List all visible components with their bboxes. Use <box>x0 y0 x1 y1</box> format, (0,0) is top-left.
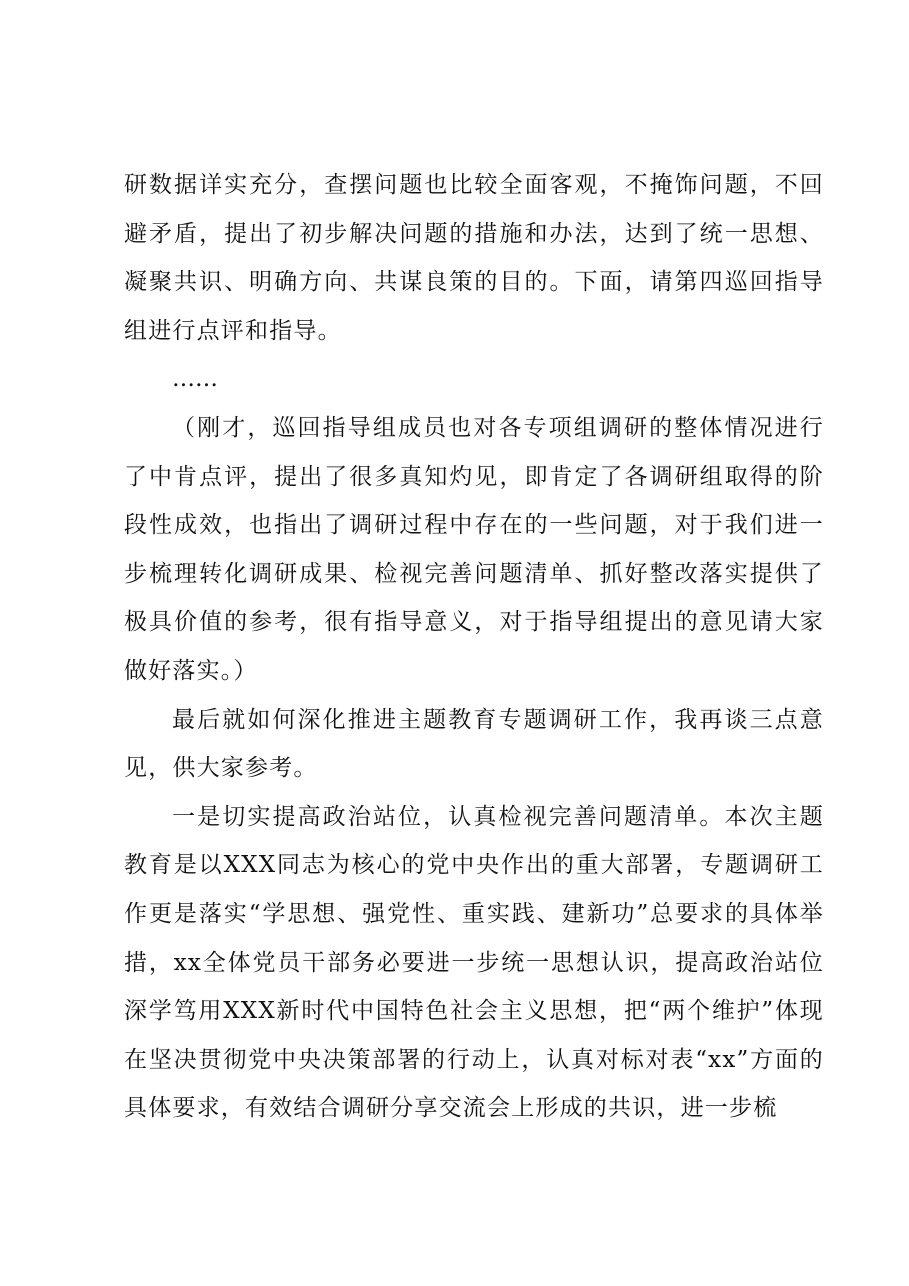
document-body <box>124 161 824 1133</box>
ellipsis-line: …… <box>172 366 218 393</box>
paragraph-inspection-group-comments: （刚才，巡回指导组成员也对各专项组调研的整体情况进行了中肯点评，提出了很多真知灼见，即肯定了各调研组取得的阶段性成效，也指出了调研过程中存在的一些问题，对于我们进一步梳理转化调研成果、检视完善问题清单、抓好整改落实提供了极具价值的参考，很有指导意义，对于指导组提出的意见请大家做好落实。） <box>124 414 824 684</box>
paragraph-continuation: 研数据详实充分，查摆问题也比较全面客观，不掩饰问题，不回避矛盾，提出了初步解决问题的措施和办法，达到了统一思想、凝聚共识、明确方向、共谋良策的目的。下面，请第四巡回指导组进行点评和指导。 <box>124 172 824 344</box>
paragraph-first-opinion: 一是切实提高政治站位，认真检视完善问题清单。本次主题教育是以XXX同志为核心的党中央作出的重大部署，专题调研工作更是落实“学思想、强党性、重实践、建新功”总要求的具体举措，xx全体党员干部务必要进一步统一思想认识，提高政治站位深学笃用XXX新时代中国特色社会主义思想，把“两个维护”体现在坚决贯彻党中央决策部署的行动上，认真对标对表“xx”方面的具体要求，有效结合调研分享交流会上形成的共识，进一步梳 <box>124 803 824 1122</box>
paragraph-three-opinions-intro: 最后就如何深化推进主题教育专题调研工作，我再谈三点意见，供大家参考。 <box>124 706 824 782</box>
